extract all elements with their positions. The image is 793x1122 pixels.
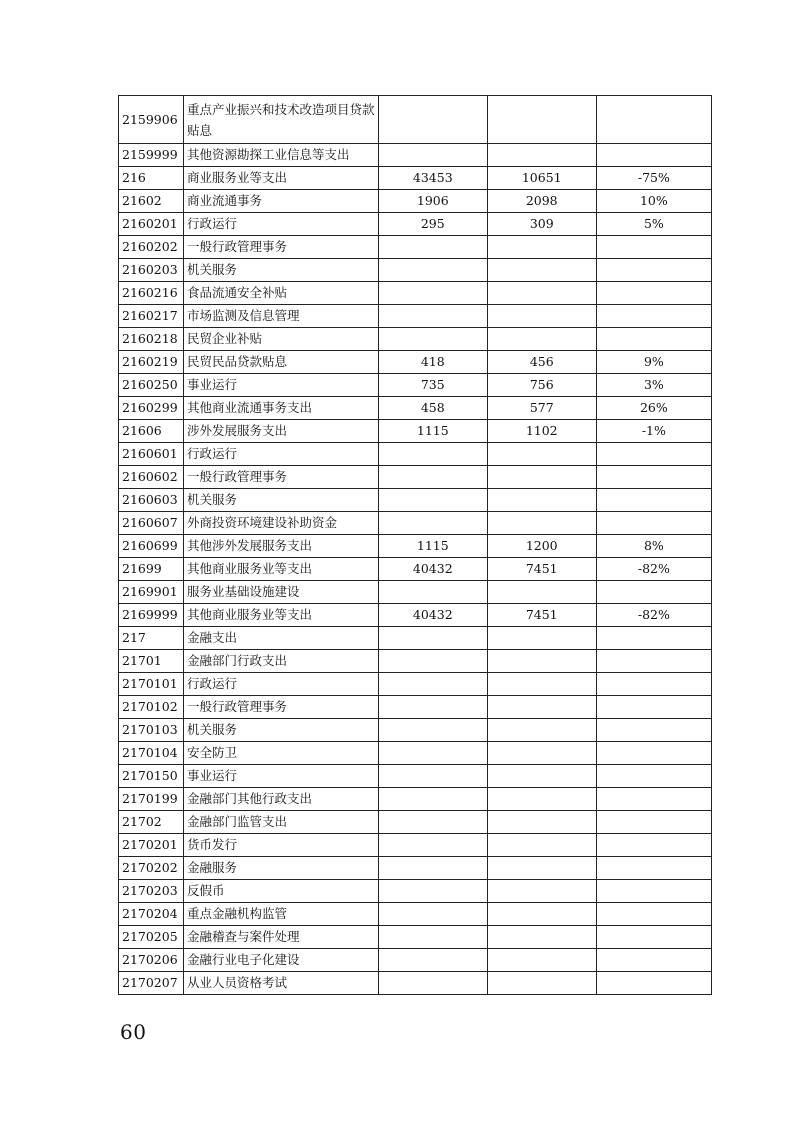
- row-code-cell: 2170206: [119, 949, 184, 972]
- row-value-2-cell: [487, 282, 596, 305]
- row-change-percent-cell: [596, 581, 711, 604]
- row-value-2-cell: [487, 650, 596, 673]
- row-value-1-cell: [378, 880, 487, 903]
- row-change-percent-cell: [596, 144, 711, 167]
- table-row: [119, 742, 712, 765]
- row-change-percent-cell: [596, 305, 711, 328]
- row-value-1-cell: 418: [378, 351, 487, 374]
- row-value-1-cell: [378, 926, 487, 949]
- row-value-1-cell: [378, 144, 487, 167]
- row-change-percent-cell: [596, 673, 711, 696]
- row-code-cell: 2160218: [119, 328, 184, 351]
- row-change-percent-cell: 8%: [596, 535, 711, 558]
- row-name-cell: 其他资源勘探工业信息等支出: [183, 144, 378, 167]
- row-change-percent-cell: [596, 765, 711, 788]
- row-value-2-cell: 456: [487, 351, 596, 374]
- row-change-percent-cell: [596, 719, 711, 742]
- row-value-2-cell: [487, 673, 596, 696]
- row-value-2-cell: [487, 949, 596, 972]
- table-row: [119, 581, 712, 604]
- row-name-cell: 金融部门行政支出: [183, 650, 378, 673]
- table-row: [119, 696, 712, 719]
- row-code-cell: 217: [119, 627, 184, 650]
- row-value-2-cell: [487, 857, 596, 880]
- row-code-cell: 2160219: [119, 351, 184, 374]
- row-name-cell: 事业运行: [183, 765, 378, 788]
- row-value-2-cell: [487, 466, 596, 489]
- row-name-cell: 机关服务: [183, 259, 378, 282]
- row-value-2-cell: [487, 834, 596, 857]
- row-name-cell: 行政运行: [183, 673, 378, 696]
- table-row: [119, 282, 712, 305]
- table-row: [119, 903, 712, 926]
- row-name-cell: 金融部门其他行政支出: [183, 788, 378, 811]
- row-name-cell: 金融部门监管支出: [183, 811, 378, 834]
- row-value-1-cell: 458: [378, 397, 487, 420]
- row-name-cell: 服务业基础设施建设: [183, 581, 378, 604]
- row-value-2-cell: 7451: [487, 558, 596, 581]
- row-change-percent-cell: [596, 880, 711, 903]
- row-name-cell: 其他涉外发展服务支出: [183, 535, 378, 558]
- row-code-cell: 21702: [119, 811, 184, 834]
- row-change-percent-cell: 10%: [596, 190, 711, 213]
- row-value-1-cell: [378, 834, 487, 857]
- table-row: [119, 167, 712, 190]
- row-code-cell: 2170207: [119, 972, 184, 995]
- row-code-cell: 2159999: [119, 144, 184, 167]
- row-value-2-cell: [487, 305, 596, 328]
- row-code-cell: 2159906: [119, 96, 184, 144]
- table-row: [119, 558, 712, 581]
- row-value-1-cell: 43453: [378, 167, 487, 190]
- row-change-percent-cell: [596, 949, 711, 972]
- row-value-1-cell: [378, 673, 487, 696]
- row-value-2-cell: [487, 259, 596, 282]
- row-change-percent-cell: [596, 788, 711, 811]
- table-row: [119, 489, 712, 512]
- row-name-cell: 金融稽查与案件处理: [183, 926, 378, 949]
- row-code-cell: 21699: [119, 558, 184, 581]
- row-code-cell: 2160602: [119, 466, 184, 489]
- row-value-1-cell: 1906: [378, 190, 487, 213]
- row-name-cell: 行政运行: [183, 213, 378, 236]
- row-change-percent-cell: [596, 650, 711, 673]
- row-value-1-cell: 295: [378, 213, 487, 236]
- table-row: [119, 374, 712, 397]
- row-value-2-cell: [487, 328, 596, 351]
- row-change-percent-cell: -1%: [596, 420, 711, 443]
- row-name-cell: 货币发行: [183, 834, 378, 857]
- row-name-cell: 重点产业振兴和技术改造项目贷款贴息: [183, 96, 378, 144]
- table-row: [119, 949, 712, 972]
- row-value-1-cell: [378, 443, 487, 466]
- row-value-2-cell: [487, 972, 596, 995]
- row-value-1-cell: [378, 719, 487, 742]
- row-change-percent-cell: [596, 696, 711, 719]
- table-row: [119, 535, 712, 558]
- table-row: [119, 926, 712, 949]
- table-row: [119, 305, 712, 328]
- table-row: [119, 972, 712, 995]
- row-name-cell: 其他商业流通事务支出: [183, 397, 378, 420]
- row-value-1-cell: [378, 765, 487, 788]
- budget-table: [118, 95, 712, 995]
- row-code-cell: 2160202: [119, 236, 184, 259]
- row-code-cell: 2170202: [119, 857, 184, 880]
- row-value-1-cell: [378, 489, 487, 512]
- row-change-percent-cell: [596, 834, 711, 857]
- table-row: [119, 96, 712, 144]
- row-value-1-cell: [378, 742, 487, 765]
- row-code-cell: 2160216: [119, 282, 184, 305]
- row-value-2-cell: [487, 788, 596, 811]
- row-code-cell: 2160699: [119, 535, 184, 558]
- row-change-percent-cell: -75%: [596, 167, 711, 190]
- row-name-cell: 安全防卫: [183, 742, 378, 765]
- table-row: [119, 673, 712, 696]
- row-value-2-cell: 756: [487, 374, 596, 397]
- row-value-1-cell: 40432: [378, 604, 487, 627]
- row-value-2-cell: [487, 926, 596, 949]
- row-code-cell: 216: [119, 167, 184, 190]
- row-value-2-cell: [487, 627, 596, 650]
- row-change-percent-cell: [596, 926, 711, 949]
- row-change-percent-cell: [596, 512, 711, 535]
- row-value-2-cell: [487, 236, 596, 259]
- row-value-2-cell: 309: [487, 213, 596, 236]
- row-code-cell: 21606: [119, 420, 184, 443]
- row-name-cell: 其他商业服务业等支出: [183, 558, 378, 581]
- table-row: [119, 397, 712, 420]
- row-change-percent-cell: [596, 259, 711, 282]
- row-code-cell: 21602: [119, 190, 184, 213]
- row-name-cell: 金融支出: [183, 627, 378, 650]
- row-name-cell: 金融服务: [183, 857, 378, 880]
- row-code-cell: 2160250: [119, 374, 184, 397]
- row-name-cell: 涉外发展服务支出: [183, 420, 378, 443]
- row-value-1-cell: [378, 512, 487, 535]
- row-value-1-cell: [378, 903, 487, 926]
- row-value-2-cell: 577: [487, 397, 596, 420]
- row-name-cell: 从业人员资格考试: [183, 972, 378, 995]
- row-value-2-cell: [487, 489, 596, 512]
- row-value-1-cell: [378, 857, 487, 880]
- row-change-percent-cell: 9%: [596, 351, 711, 374]
- row-change-percent-cell: -82%: [596, 558, 711, 581]
- table-row: [119, 857, 712, 880]
- row-name-cell: 事业运行: [183, 374, 378, 397]
- row-value-2-cell: [487, 144, 596, 167]
- row-value-1-cell: [378, 788, 487, 811]
- table-row: [119, 213, 712, 236]
- row-name-cell: 食品流通安全补贴: [183, 282, 378, 305]
- table-row: [119, 144, 712, 167]
- table-row: [119, 604, 712, 627]
- row-code-cell: 2170205: [119, 926, 184, 949]
- row-code-cell: 2170204: [119, 903, 184, 926]
- row-change-percent-cell: 3%: [596, 374, 711, 397]
- row-change-percent-cell: -82%: [596, 604, 711, 627]
- row-code-cell: 21701: [119, 650, 184, 673]
- row-change-percent-cell: [596, 811, 711, 834]
- row-value-2-cell: [487, 719, 596, 742]
- row-value-1-cell: [378, 259, 487, 282]
- row-value-1-cell: [378, 811, 487, 834]
- table-row: [119, 788, 712, 811]
- row-name-cell: 金融行业电子化建设: [183, 949, 378, 972]
- row-value-1-cell: 1115: [378, 535, 487, 558]
- table-row: [119, 650, 712, 673]
- row-name-cell: 一般行政管理事务: [183, 466, 378, 489]
- table-row: [119, 834, 712, 857]
- row-value-2-cell: [487, 742, 596, 765]
- table-row: [119, 512, 712, 535]
- row-value-2-cell: [487, 96, 596, 144]
- row-name-cell: 市场监测及信息管理: [183, 305, 378, 328]
- page-number: 60: [120, 1020, 147, 1044]
- row-change-percent-cell: [596, 282, 711, 305]
- row-name-cell: 一般行政管理事务: [183, 696, 378, 719]
- row-change-percent-cell: 5%: [596, 213, 711, 236]
- row-value-1-cell: [378, 650, 487, 673]
- table-row: [119, 236, 712, 259]
- row-change-percent-cell: [596, 903, 711, 926]
- table-row: [119, 811, 712, 834]
- row-change-percent-cell: [596, 443, 711, 466]
- row-name-cell: 机关服务: [183, 719, 378, 742]
- row-code-cell: 2160299: [119, 397, 184, 420]
- row-name-cell: 其他商业服务业等支出: [183, 604, 378, 627]
- row-value-1-cell: [378, 96, 487, 144]
- row-change-percent-cell: [596, 627, 711, 650]
- row-name-cell: 民贸企业补贴: [183, 328, 378, 351]
- row-value-2-cell: [487, 765, 596, 788]
- row-value-1-cell: [378, 627, 487, 650]
- table-row: [119, 259, 712, 282]
- row-code-cell: 2160203: [119, 259, 184, 282]
- row-change-percent-cell: 26%: [596, 397, 711, 420]
- row-code-cell: 2170102: [119, 696, 184, 719]
- row-code-cell: 2170101: [119, 673, 184, 696]
- row-value-1-cell: 40432: [378, 558, 487, 581]
- row-change-percent-cell: [596, 489, 711, 512]
- row-value-2-cell: 2098: [487, 190, 596, 213]
- row-name-cell: 一般行政管理事务: [183, 236, 378, 259]
- row-name-cell: 机关服务: [183, 489, 378, 512]
- row-value-1-cell: [378, 236, 487, 259]
- table-row: [119, 719, 712, 742]
- row-value-2-cell: [487, 880, 596, 903]
- row-code-cell: 2170201: [119, 834, 184, 857]
- row-value-1-cell: [378, 328, 487, 351]
- row-code-cell: 2160607: [119, 512, 184, 535]
- row-name-cell: 重点金融机构监管: [183, 903, 378, 926]
- row-code-cell: 2170104: [119, 742, 184, 765]
- row-name-cell: 行政运行: [183, 443, 378, 466]
- row-value-1-cell: [378, 466, 487, 489]
- row-value-1-cell: [378, 949, 487, 972]
- row-value-1-cell: [378, 972, 487, 995]
- row-code-cell: 2170150: [119, 765, 184, 788]
- row-name-cell: 民贸民品贷款贴息: [183, 351, 378, 374]
- row-value-2-cell: [487, 443, 596, 466]
- row-value-2-cell: [487, 512, 596, 535]
- row-value-2-cell: 1102: [487, 420, 596, 443]
- table-row: [119, 443, 712, 466]
- row-change-percent-cell: [596, 236, 711, 259]
- table-row: [119, 466, 712, 489]
- row-name-cell: 外商投资环境建设补助资金: [183, 512, 378, 535]
- row-value-1-cell: [378, 696, 487, 719]
- row-code-cell: 2160217: [119, 305, 184, 328]
- table-row: [119, 351, 712, 374]
- row-value-1-cell: [378, 282, 487, 305]
- row-value-1-cell: [378, 305, 487, 328]
- row-change-percent-cell: [596, 857, 711, 880]
- table-row: [119, 420, 712, 443]
- table-row: [119, 880, 712, 903]
- row-code-cell: 2160603: [119, 489, 184, 512]
- row-code-cell: 2170103: [119, 719, 184, 742]
- row-value-2-cell: 7451: [487, 604, 596, 627]
- row-code-cell: 2170199: [119, 788, 184, 811]
- row-value-1-cell: [378, 581, 487, 604]
- row-name-cell: 商业服务业等支出: [183, 167, 378, 190]
- row-code-cell: 2169999: [119, 604, 184, 627]
- row-code-cell: 2160201: [119, 213, 184, 236]
- table-row: [119, 765, 712, 788]
- row-code-cell: 2170203: [119, 880, 184, 903]
- table-row: [119, 627, 712, 650]
- row-code-cell: 2160601: [119, 443, 184, 466]
- row-value-2-cell: 10651: [487, 167, 596, 190]
- table-row: [119, 190, 712, 213]
- row-value-2-cell: [487, 811, 596, 834]
- row-code-cell: 2169901: [119, 581, 184, 604]
- row-change-percent-cell: [596, 96, 711, 144]
- row-value-2-cell: [487, 581, 596, 604]
- row-value-1-cell: 735: [378, 374, 487, 397]
- row-value-2-cell: 1200: [487, 535, 596, 558]
- row-name-cell: 反假币: [183, 880, 378, 903]
- row-change-percent-cell: [596, 972, 711, 995]
- row-value-2-cell: [487, 903, 596, 926]
- table-row: [119, 328, 712, 351]
- row-change-percent-cell: [596, 466, 711, 489]
- row-change-percent-cell: [596, 742, 711, 765]
- row-name-cell: 商业流通事务: [183, 190, 378, 213]
- budget-table-body: [119, 96, 712, 995]
- row-value-1-cell: 1115: [378, 420, 487, 443]
- row-value-2-cell: [487, 696, 596, 719]
- row-change-percent-cell: [596, 328, 711, 351]
